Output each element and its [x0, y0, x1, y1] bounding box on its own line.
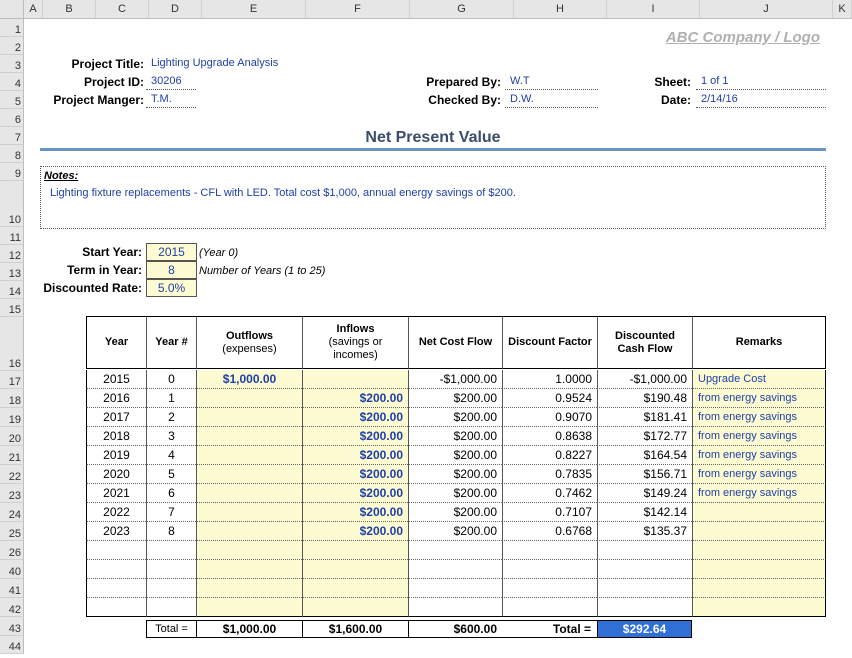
cell-value: 2017	[103, 410, 130, 424]
cell-value: $164.54	[643, 448, 687, 462]
cell-value: $200.00	[359, 505, 403, 519]
table-cell-outflows[interactable]	[196, 370, 302, 389]
project-manager-label: Project Manger:	[53, 93, 144, 107]
table-cell-discounted-cash-flow[interactable]	[597, 541, 692, 560]
row-header-10[interactable]: 10	[0, 181, 24, 227]
table-header-discount-factor[interactable]	[502, 316, 597, 369]
table-cell-remarks[interactable]	[692, 427, 826, 446]
table-cell-inflows[interactable]	[302, 541, 408, 560]
checked-by-label: Checked By:	[428, 93, 501, 107]
table-cell-remarks[interactable]	[692, 446, 826, 465]
notes-text: Lighting fixture replacements - CFL with LED. Total cost $1,000, annual energy savings of $200.	[50, 187, 516, 199]
table-cell-year[interactable]	[86, 541, 146, 560]
page-title: Net Present Value	[365, 129, 501, 146]
table-cell-discounted-cash-flow[interactable]	[597, 598, 692, 617]
table-cell-discount-factor[interactable]	[502, 541, 597, 560]
cell-value: $200.00	[359, 429, 403, 443]
table-cell-remarks[interactable]	[692, 408, 826, 427]
term-note: Number of Years (1 to 25)	[199, 265, 326, 277]
table-cell-year[interactable]	[86, 598, 146, 617]
rate-input[interactable]: 5.0%	[146, 279, 197, 297]
table-cell-year-num[interactable]	[146, 541, 196, 560]
row-header-13[interactable]: 13	[0, 263, 24, 281]
cell-value: $200.00	[359, 391, 403, 405]
cell-value: $200.00	[453, 486, 497, 500]
table-cell-net-cost-flow[interactable]	[408, 484, 502, 503]
cell-value: 0.6768	[555, 524, 592, 538]
table-cell-year[interactable]	[86, 446, 146, 465]
prepared-by-value[interactable]: W.T	[505, 75, 598, 90]
column-header-h[interactable]: H	[514, 0, 607, 19]
column-header-a[interactable]: A	[24, 0, 43, 19]
table-cell-inflows[interactable]	[302, 560, 408, 579]
column-header-b[interactable]: B	[43, 0, 96, 19]
table-cell-outflows[interactable]	[196, 389, 302, 408]
total-outflows[interactable]	[196, 620, 302, 638]
cell-value: 5	[168, 467, 175, 481]
row-header-26[interactable]: 26	[0, 541, 24, 560]
total-inflows[interactable]	[302, 620, 408, 638]
table-cell-year-num[interactable]	[146, 522, 196, 541]
table-cell-inflows[interactable]	[302, 484, 408, 503]
table-cell-inflows[interactable]	[302, 446, 408, 465]
row-header-43[interactable]: 43	[0, 617, 24, 636]
cell-value: $172.77	[643, 429, 687, 443]
table-header-discounted-cash-flow[interactable]	[597, 316, 692, 369]
cell-value: 6	[168, 486, 175, 500]
table-cell-discount-factor[interactable]	[502, 408, 597, 427]
table-cell-inflows[interactable]	[302, 579, 408, 598]
table-cell-discount-factor[interactable]	[502, 370, 597, 389]
table-header-inflows[interactable]	[302, 316, 408, 369]
term-input[interactable]: 8	[146, 261, 197, 279]
row-header-23[interactable]: 23	[0, 484, 24, 503]
table-cell-outflows[interactable]	[196, 484, 302, 503]
row-header-44[interactable]: 44	[0, 636, 24, 654]
row-header-5[interactable]: 5	[0, 91, 24, 109]
table-header-label: Inflows	[336, 323, 375, 335]
table-cell-year[interactable]	[86, 370, 146, 389]
table-cell-remarks[interactable]	[692, 503, 826, 522]
row-header-22[interactable]: 22	[0, 465, 24, 484]
company-logo: ABC Company / Logo	[665, 29, 820, 46]
table-cell-discount-factor[interactable]	[502, 465, 597, 484]
table-header-label: Net Cost Flow	[418, 336, 493, 348]
cell-value: 0.7835	[555, 467, 592, 481]
table-cell-outflows[interactable]	[196, 522, 302, 541]
row-header-17[interactable]: 17	[0, 371, 24, 389]
table-header-label: Discount Factor	[508, 336, 592, 348]
table-cell-outflows[interactable]	[196, 503, 302, 522]
table-cell-discount-factor[interactable]	[502, 503, 597, 522]
table-cell-discounted-cash-flow[interactable]	[597, 503, 692, 522]
row-header-12[interactable]: 12	[0, 245, 24, 263]
row-header-15[interactable]: 15	[0, 299, 24, 317]
cell-value: 8	[168, 524, 175, 538]
table-header-sublabel: (savings or incomes)	[328, 336, 383, 361]
table-cell-remarks[interactable]	[692, 541, 826, 560]
select-all-corner[interactable]	[0, 0, 24, 19]
table-header-year-num[interactable]	[146, 316, 196, 369]
table-header-label: Outflows	[225, 329, 274, 342]
column-header-k[interactable]: K	[833, 0, 852, 19]
column-header-c[interactable]: C	[96, 0, 149, 19]
table-cell-outflows[interactable]	[196, 560, 302, 579]
project-id-value[interactable]: 30206	[146, 75, 196, 90]
sheet-label: Sheet:	[654, 75, 691, 89]
table-cell-net-cost-flow[interactable]	[408, 446, 502, 465]
column-header-i[interactable]: I	[607, 0, 700, 19]
table-cell-year[interactable]	[86, 560, 146, 579]
cell-value: 2	[168, 410, 175, 424]
start-year-label: Start Year:	[82, 245, 142, 259]
table-header-remarks[interactable]	[692, 316, 826, 369]
start-year-input[interactable]: 2015	[146, 243, 197, 261]
table-cell-outflows[interactable]	[196, 427, 302, 446]
table-cell-year-num[interactable]	[146, 598, 196, 617]
table-cell-discounted-cash-flow[interactable]	[597, 389, 692, 408]
table-cell-net-cost-flow[interactable]	[408, 503, 502, 522]
row-header-21[interactable]: 21	[0, 446, 24, 465]
table-header-net-cost-flow[interactable]	[408, 316, 502, 369]
table-cell-inflows[interactable]	[302, 522, 408, 541]
table-cell-remarks[interactable]	[692, 579, 826, 598]
cell-value: 0.8638	[555, 429, 592, 443]
table-header-sublabel: (expenses)	[222, 342, 277, 355]
cell-value: -$1,000.00	[629, 372, 687, 386]
checked-by-value[interactable]: D.W.	[505, 93, 598, 108]
table-cell-year-num[interactable]	[146, 370, 196, 389]
table-header-label: Year	[104, 336, 129, 348]
date-value[interactable]: 2/14/16	[696, 93, 826, 108]
row-header-18[interactable]: 18	[0, 389, 24, 408]
table-cell-year-num[interactable]	[146, 408, 196, 427]
cell-value: $142.14	[643, 505, 687, 519]
total-value: $1,600.00	[328, 622, 383, 636]
table-cell-remarks[interactable]	[692, 598, 826, 617]
cell-value: $200.00	[359, 486, 403, 500]
total-net-cost-flow[interactable]	[408, 620, 502, 638]
table-cell-discounted-cash-flow[interactable]	[597, 465, 692, 484]
table-cell-year[interactable]	[86, 408, 146, 427]
row-header-19[interactable]: 19	[0, 408, 24, 427]
table-cell-net-cost-flow[interactable]	[408, 408, 502, 427]
rate-label: Discounted Rate:	[43, 281, 142, 295]
cell-value: 1	[168, 391, 175, 405]
row-header-7[interactable]: 7	[0, 127, 24, 145]
table-cell-year[interactable]	[86, 579, 146, 598]
cell-value: $200.00	[453, 524, 497, 538]
table-cell-year-num[interactable]	[146, 503, 196, 522]
table-cell-inflows[interactable]	[302, 370, 408, 389]
row-header-11[interactable]: 11	[0, 227, 24, 245]
table-cell-discounted-cash-flow[interactable]	[597, 370, 692, 389]
table-cell-inflows[interactable]	[302, 408, 408, 427]
cell-value: from energy savings	[698, 430, 798, 442]
row-header-9[interactable]: 9	[0, 163, 24, 181]
table-cell-year[interactable]	[86, 465, 146, 484]
table-cell-year-num[interactable]	[146, 427, 196, 446]
table-cell-discounted-cash-flow[interactable]	[597, 560, 692, 579]
cell-value: $200.00	[359, 448, 403, 462]
table-cell-discounted-cash-flow[interactable]	[597, 427, 692, 446]
table-cell-year[interactable]	[86, 522, 146, 541]
cell-value: $200.00	[453, 391, 497, 405]
cell-value: 4	[168, 448, 175, 462]
cell-value: $135.37	[643, 524, 687, 538]
title-rule	[40, 148, 826, 151]
table-header-label: Remarks	[735, 336, 783, 348]
cell-value: $149.24	[643, 486, 687, 500]
cell-value: from energy savings	[698, 411, 798, 423]
table-cell-remarks[interactable]	[692, 484, 826, 503]
row-header-8[interactable]: 8	[0, 145, 24, 163]
cell-value: Upgrade Cost	[698, 373, 766, 385]
table-cell-year-num[interactable]	[146, 465, 196, 484]
table-cell-inflows[interactable]	[302, 598, 408, 617]
cell-value: 1.0000	[555, 372, 592, 386]
table-cell-net-cost-flow[interactable]	[408, 579, 502, 598]
table-cell-year-num[interactable]	[146, 389, 196, 408]
cell-value: $190.48	[643, 391, 687, 405]
table-cell-net-cost-flow[interactable]	[408, 522, 502, 541]
row-header-6[interactable]: 6	[0, 109, 24, 127]
total-discounted-cash-flow[interactable]	[597, 620, 692, 638]
table-cell-remarks[interactable]	[692, 370, 826, 389]
table-cell-inflows[interactable]	[302, 503, 408, 522]
table-header-label: Year #	[155, 336, 188, 348]
table-cell-discount-factor[interactable]	[502, 427, 597, 446]
table-cell-outflows[interactable]	[196, 408, 302, 427]
cell-value: 0.7107	[555, 505, 592, 519]
table-cell-remarks[interactable]	[692, 389, 826, 408]
sheet-value[interactable]: 1 of 1	[696, 75, 826, 90]
row-header-42[interactable]: 42	[0, 598, 24, 617]
table-cell-discount-factor[interactable]	[502, 522, 597, 541]
table-cell-net-cost-flow[interactable]	[408, 389, 502, 408]
cell-value: $200.00	[453, 448, 497, 462]
cell-value: $200.00	[359, 467, 403, 481]
table-cell-discounted-cash-flow[interactable]	[597, 484, 692, 503]
table-cell-outflows[interactable]	[196, 446, 302, 465]
table-cell-outflows[interactable]	[196, 598, 302, 617]
row-header-25[interactable]: 25	[0, 522, 24, 541]
cell-value: $200.00	[453, 505, 497, 519]
table-cell-discount-factor[interactable]	[502, 446, 597, 465]
table-cell-remarks[interactable]	[692, 465, 826, 484]
table-cell-inflows[interactable]	[302, 465, 408, 484]
table-cell-discount-factor[interactable]	[502, 598, 597, 617]
column-header-j[interactable]: J	[700, 0, 833, 19]
cell-value: 2016	[103, 391, 130, 405]
cell-value: from energy savings	[698, 392, 798, 404]
start-year-note: (Year 0)	[199, 247, 239, 259]
total-value: Total =	[552, 622, 591, 636]
project-title-value[interactable]: Lighting Upgrade Analysis	[151, 57, 279, 69]
row-header-1[interactable]: 1	[0, 19, 24, 37]
project-title-label: Project Title:	[71, 57, 144, 71]
total-value: $292.64	[622, 622, 667, 636]
table-cell-discount-factor[interactable]	[502, 484, 597, 503]
table-cell-year[interactable]	[86, 503, 146, 522]
table-cell-outflows[interactable]	[196, 465, 302, 484]
cell-value: from energy savings	[698, 468, 798, 480]
table-cell-outflows[interactable]	[196, 541, 302, 560]
cell-value: $200.00	[359, 410, 403, 424]
cell-value: $200.00	[359, 524, 403, 538]
cell-value: $200.00	[453, 429, 497, 443]
cell-value: 2018	[103, 429, 130, 443]
cell-value: $181.41	[643, 410, 687, 424]
column-header-d[interactable]: D	[149, 0, 202, 19]
row-header-20[interactable]: 20	[0, 427, 24, 446]
cell-value: $200.00	[453, 467, 497, 481]
date-label: Date:	[660, 93, 691, 107]
table-cell-net-cost-flow[interactable]	[408, 541, 502, 560]
table-cell-remarks[interactable]	[692, 560, 826, 579]
table-cell-outflows[interactable]	[196, 579, 302, 598]
cell-value: -$1,000.00	[439, 372, 497, 386]
table-cell-discounted-cash-flow[interactable]	[597, 446, 692, 465]
table-header-label: Discounted Cash Flow	[615, 329, 675, 355]
cell-value: from energy savings	[698, 487, 798, 499]
row-header-40[interactable]: 40	[0, 560, 24, 579]
project-manager-value[interactable]: T.M.	[146, 93, 196, 108]
table-cell-discount-factor[interactable]	[502, 389, 597, 408]
table-cell-discounted-cash-flow[interactable]	[597, 408, 692, 427]
cell-value: 0	[168, 372, 175, 386]
cell-value: $1,000.00	[222, 372, 277, 386]
table-cell-net-cost-flow[interactable]	[408, 465, 502, 484]
cell-value: 0.9524	[555, 391, 592, 405]
cell-value: 0.7462	[555, 486, 592, 500]
cell-value: 2021	[103, 486, 130, 500]
table-header-year[interactable]	[86, 316, 146, 369]
notes-box[interactable]	[40, 166, 826, 229]
total-label[interactable]	[146, 620, 196, 638]
table-cell-year-num[interactable]	[146, 484, 196, 503]
cell-value: 2022	[103, 505, 130, 519]
cell-value: 2015	[103, 372, 130, 386]
table-cell-discounted-cash-flow[interactable]	[597, 522, 692, 541]
table-cell-year-num[interactable]	[146, 446, 196, 465]
cell-value: 2019	[103, 448, 130, 462]
project-id-label: Project ID:	[83, 75, 144, 89]
total-value: Total =	[155, 623, 188, 635]
table-header-outflows[interactable]	[196, 316, 302, 369]
prepared-by-label: Prepared By:	[426, 75, 501, 89]
cell-value: 2023	[103, 524, 130, 538]
table-cell-net-cost-flow[interactable]	[408, 560, 502, 579]
cell-value: $156.71	[643, 467, 687, 481]
row-header-14[interactable]: 14	[0, 281, 24, 299]
row-header-3[interactable]: 3	[0, 55, 24, 73]
cell-value: 0.9070	[555, 410, 592, 424]
cell-value: $200.00	[453, 410, 497, 424]
total-value: $600.00	[453, 622, 497, 636]
row-header-16[interactable]: 16	[0, 317, 24, 371]
cell-value: 7	[168, 505, 175, 519]
cell-value: from energy savings	[698, 449, 798, 461]
table-cell-discount-factor[interactable]	[502, 560, 597, 579]
column-header-f[interactable]: F	[306, 0, 410, 19]
column-header-e[interactable]: E	[202, 0, 306, 19]
cell-value: 0.8227	[555, 448, 592, 462]
row-header-4[interactable]: 4	[0, 73, 24, 91]
table-cell-year-num[interactable]	[146, 560, 196, 579]
row-header-2[interactable]: 2	[0, 37, 24, 55]
table-cell-year-num[interactable]	[146, 579, 196, 598]
table-cell-year[interactable]	[86, 389, 146, 408]
row-header-24[interactable]: 24	[0, 503, 24, 522]
cell-value: 2020	[103, 467, 130, 481]
total-value: $1,000.00	[222, 622, 277, 636]
table-cell-discounted-cash-flow[interactable]	[597, 579, 692, 598]
column-header-g[interactable]: G	[410, 0, 514, 19]
table-cell-net-cost-flow[interactable]	[408, 370, 502, 389]
table-cell-discount-factor[interactable]	[502, 579, 597, 598]
total-label-discounted[interactable]	[502, 620, 597, 638]
table-cell-remarks[interactable]	[692, 522, 826, 541]
table-cell-net-cost-flow[interactable]	[408, 598, 502, 617]
cell-value: 3	[168, 429, 175, 443]
row-header-41[interactable]: 41	[0, 579, 24, 598]
table-cell-inflows[interactable]	[302, 389, 408, 408]
table-cell-year[interactable]	[86, 484, 146, 503]
notes-label: Notes:	[44, 170, 79, 182]
table-cell-net-cost-flow[interactable]	[408, 427, 502, 446]
table-cell-inflows[interactable]	[302, 427, 408, 446]
term-label: Term in Year:	[67, 263, 142, 277]
table-cell-year[interactable]	[86, 427, 146, 446]
